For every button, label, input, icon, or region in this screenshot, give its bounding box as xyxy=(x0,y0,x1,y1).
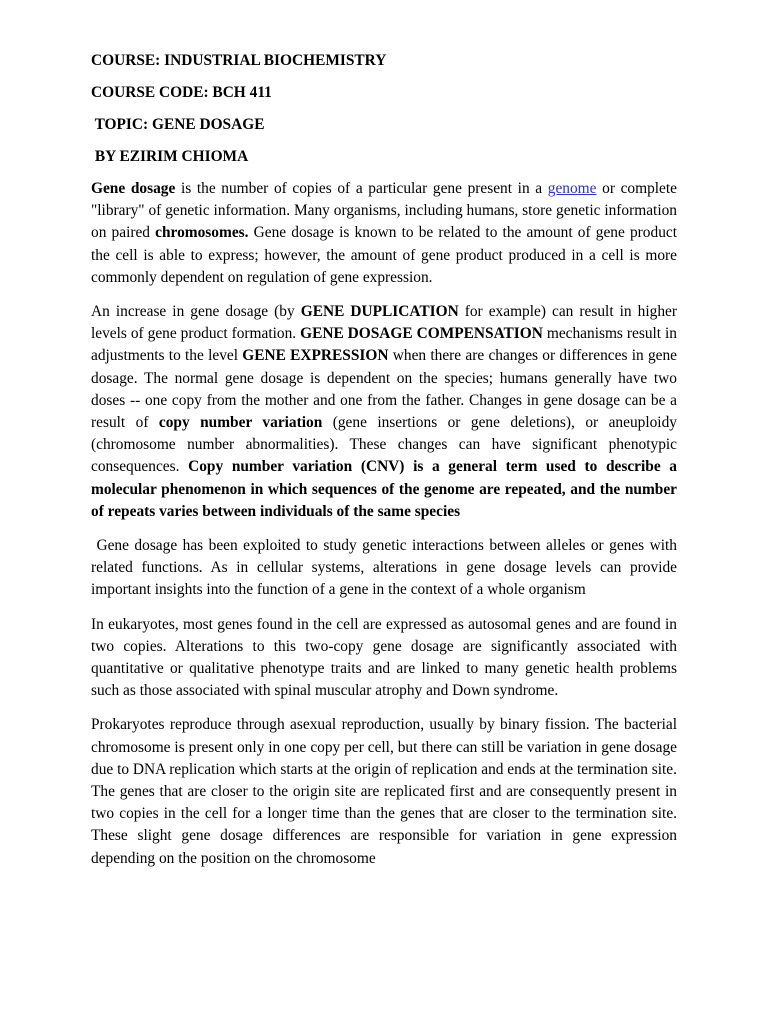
p2-text-1: An increase in gene dosage (by xyxy=(91,303,301,321)
p2-text-4: when there are changes or differences in gene dosage. The normal gene dosage is dependent on the species; humans generally have two doses -- one copy from the mother and one from the father. Changes in gene dosage can be a result of xyxy=(91,347,677,432)
term-copy-number-variation: copy number variation xyxy=(158,414,323,432)
paragraph-genetic-interactions: Gene dosage has been exploited to study genetic interactions between alleles or genes with related functions. As in cellular systems, alterations in gene dosage levels can provide important insights into the function of a gene in the context of a whole organism xyxy=(91,537,681,599)
paragraph-prokaryotes: Prokaryotes reproduce through asexual reproduction, usually by binary fission. The bacterial chromosome is present only in one copy per cell, but there can still be variation in gene dosage due to DNA replication which starts at the origin of replication and ends at the termination site. The genes that are closer to the origin site are replicated first and are consequently present in two copies in the cell for a longer time than the genes that are closer to the termination site. These slight gene dosage differences are responsible for variation in gene expression depending on the position on the chromosome xyxy=(91,716,677,867)
term-gene-expression: GENE EXPRESSION xyxy=(242,347,389,365)
course-code: COURSE CODE: BCH 411 xyxy=(91,84,272,101)
p1-text-2: or complete "library" of genetic information. Many organisms, including humans, store genetic information on paired xyxy=(91,180,677,242)
paragraph-gene-dosage-definition xyxy=(91,178,677,289)
p1-text-3: Gene dosage is known to be related to the amount of gene product the cell is able to express; however, the amount of gene product produced in a cell is more commonly dependent on regulation of gene expression. xyxy=(91,224,677,286)
p2-text-2: for example) can result in higher levels of gene product formation. xyxy=(91,303,677,343)
p2-text-3: mechanisms result in adjustments to the level xyxy=(91,325,677,365)
genome-link[interactable]: genome xyxy=(547,180,597,197)
term-gene-duplication: GENE DUPLICATION xyxy=(300,303,459,321)
cnv-definition: Copy number variation (CNV) is a general term used to describe a molecular phenomenon in which sequences of the genome are repeated, and the number of repeats varies between individuals of the same species xyxy=(91,458,678,520)
paragraph-eukaryotes: In eukaryotes, most genes found in the cell are expressed as autosomal genes and are found in two copies. Alterations to this two-copy gene dosage are significantly associated with quantitative or qualitative phenotype traits and are linked to many genetic health problems such as those associated with spinal muscular atrophy and Down syndrome. xyxy=(91,615,677,700)
document-page xyxy=(91,51,681,870)
paragraph-gene-duplication xyxy=(91,301,677,523)
term-dosage-compensation: GENE DOSAGE COMPENSATION xyxy=(300,325,543,343)
p2-text-5: (gene insertions or gene deletions), or aneuploidy (chromosome number abnormalities). These changes can have significant phenotypic consequences. xyxy=(91,414,677,476)
author-line: BY EZIRIM CHIOMA xyxy=(91,148,249,165)
term-chromosomes: chromosomes. xyxy=(155,224,249,242)
topic-title: TOPIC: GENE DOSAGE xyxy=(91,116,265,133)
course-title: COURSE: INDUSTRIAL BIOCHEMISTRY xyxy=(91,52,387,69)
p1-text-1: is the number of copies of a particular gene present in a xyxy=(175,180,548,197)
term-gene-dosage: Gene dosage xyxy=(91,180,176,197)
